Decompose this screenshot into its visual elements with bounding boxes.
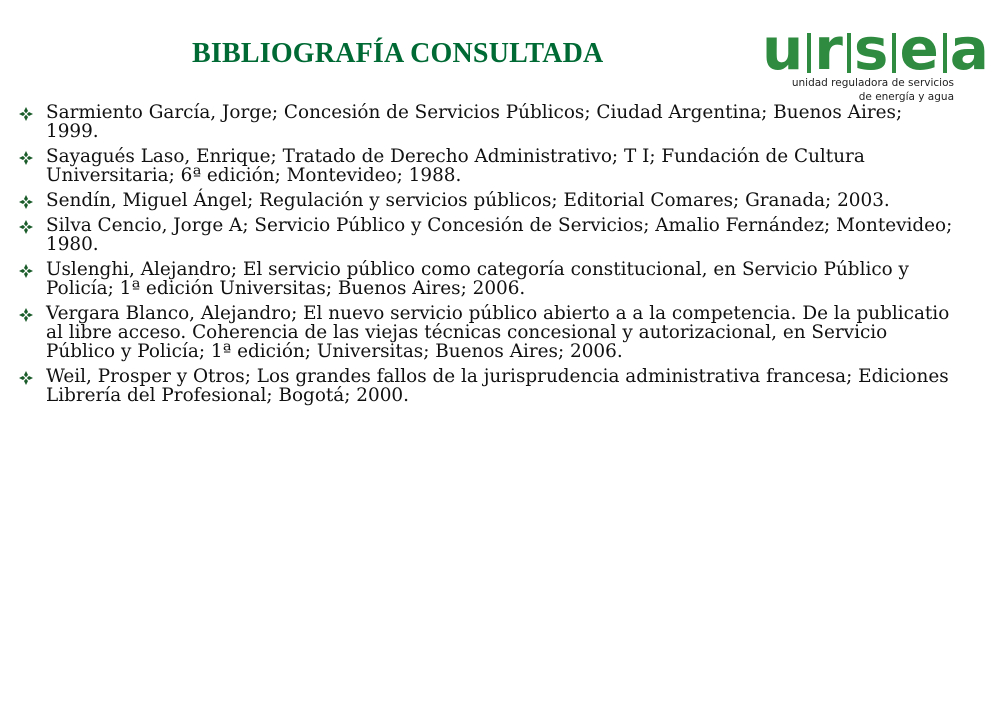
- four-petal-diamond-icon: [18, 194, 34, 210]
- logo-separator: [847, 33, 851, 73]
- four-petal-diamond-icon: [18, 150, 34, 166]
- list-item: [18, 191, 953, 210]
- reference-text: Silva Cencio, Jorge A; Servicio Público y Concesión de Servicios; Amalio Fernández; Montevideo; 1980.: [46, 215, 953, 255]
- reference-text: Sarmiento García, Jorge; Concesión de Servicios Públicos; Ciudad Argentina; Buenos Aires; 1999.: [46, 102, 903, 142]
- list-item: [18, 260, 953, 298]
- reference-text: Sayagués Laso, Enrique; Tratado de Derecho Administrativo; T I; Fundación de Cultura Universitaria; 6ª edición; Montevideo; 1988.: [46, 146, 865, 186]
- list-item: [18, 367, 953, 405]
- four-petal-diamond-icon: [18, 219, 34, 235]
- logo-separator: [807, 33, 811, 73]
- list-item: [18, 103, 953, 141]
- four-petal-diamond-icon: [18, 106, 34, 122]
- logo-letter: r: [814, 15, 844, 83]
- list-item: [18, 147, 953, 185]
- reference-text: Uslenghi, Alejandro; El servicio público como categoría constitucional, en Servicio Público y Policía; 1ª edición Universitas; Buenos Aires; 2006.: [46, 259, 909, 299]
- page-title: BIBLIOGRAFÍA CONSULTADA: [192, 38, 604, 69]
- logo-tagline-line1: unidad reguladora de servicios: [791, 77, 954, 89]
- logo-letter: e: [899, 15, 940, 83]
- logo-letter: a: [949, 15, 990, 83]
- list-item: [18, 216, 953, 254]
- logo-letter: u: [762, 15, 805, 83]
- logo-tagline-line2: de energía y agua: [858, 91, 954, 103]
- reference-text: Sendín, Miguel Ángel; Regulación y servicios públicos; Editorial Comares; Granada; 2003.: [46, 190, 890, 211]
- four-petal-diamond-icon: [18, 263, 34, 279]
- logo-separator: [892, 33, 896, 73]
- logo-separator: [943, 33, 947, 73]
- list-item: [18, 304, 953, 361]
- reference-text: Vergara Blanco, Alejandro; El nuevo servicio público abierto a a la competencia. De la publicatio al libre acceso. Coherencia de las viejas técnicas concesional y autorizacional, en Servicio Público y Policía; 1ª edición; Universitas; Buenos Aires; 2006.: [46, 303, 950, 362]
- bibliography-list: [18, 103, 953, 411]
- reference-text: Weil, Prosper y Otros; Los grandes fallos de la jurisprudencia administrativa francesa; Ediciones Librería del Profesional; Bogotá; 2000.: [46, 366, 949, 406]
- logo-letter: s: [853, 15, 890, 83]
- ursea-logo: [762, 15, 990, 104]
- four-petal-diamond-icon: [18, 370, 34, 386]
- four-petal-diamond-icon: [18, 307, 34, 323]
